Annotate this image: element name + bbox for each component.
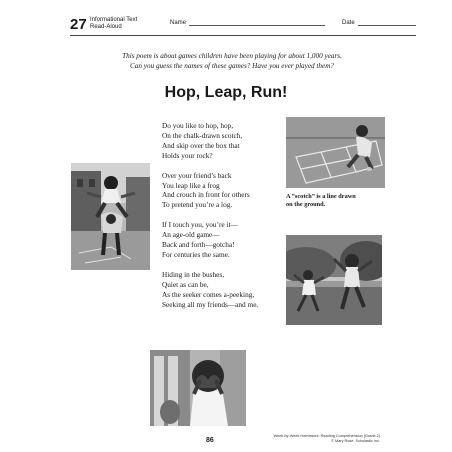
poem-line: If I touch you, you’re it— bbox=[162, 220, 238, 230]
date-field[interactable] bbox=[342, 20, 416, 26]
name-label: Name bbox=[170, 20, 187, 26]
poem-line: Do you like to hop, hop, bbox=[162, 121, 234, 130]
poem-stanza bbox=[162, 270, 284, 310]
poem-line: Back and forth—gotcha! bbox=[162, 240, 235, 250]
name-line[interactable] bbox=[189, 20, 325, 26]
header-rule bbox=[70, 35, 416, 36]
poem-line: Quiet as can be, bbox=[162, 279, 209, 289]
caption-line1: A “scotch” is a line drawn bbox=[286, 193, 356, 200]
poem-line: Hiding in the bushes, bbox=[162, 269, 225, 279]
copyright-credit bbox=[270, 434, 380, 444]
section-label bbox=[90, 17, 160, 31]
tag-photo bbox=[286, 235, 382, 325]
credit-line1: Week-by-Week Homework: Reading Comprehension (Grade 2) bbox=[273, 434, 380, 438]
poem-stanza bbox=[162, 121, 284, 161]
worksheet-header bbox=[70, 14, 416, 36]
section-label-line1: Informational Text bbox=[90, 17, 138, 23]
poem-line: On the chalk-drawn scotch, bbox=[162, 130, 243, 140]
poem-title: Hop, Leap, Run! bbox=[164, 84, 288, 101]
poem-stanza bbox=[162, 171, 284, 211]
caption-line2: on the ground. bbox=[286, 201, 326, 208]
poem-line: An age-old game— bbox=[162, 230, 220, 240]
poem-line: Seeking all my friends—and me. bbox=[162, 299, 259, 309]
poem-line: And skip over the box that bbox=[162, 140, 240, 150]
date-label: Date bbox=[342, 20, 355, 26]
poem-line: Over your friend’s back bbox=[162, 170, 232, 180]
poem-line: For centuries the same. bbox=[162, 249, 230, 259]
section-label-line2: Read-Aloud bbox=[90, 24, 122, 30]
leapfrog-photo bbox=[71, 163, 150, 270]
intro-line1: This poem is about games children have been playing for about 1,000 years. bbox=[122, 52, 342, 60]
date-line[interactable] bbox=[358, 20, 416, 26]
poem-line: Holds your rock? bbox=[162, 150, 213, 160]
poem-line: To pretend you’re a log. bbox=[162, 200, 233, 210]
intro-line2: Can you guess the names of these games? Have you ever played them? bbox=[130, 62, 334, 70]
page-number: 86 bbox=[206, 437, 214, 444]
lesson-number: 27 bbox=[70, 16, 87, 33]
intro-text bbox=[82, 51, 382, 71]
poem-body bbox=[162, 121, 284, 320]
name-field[interactable] bbox=[170, 20, 325, 26]
poem-line: You leap like a frog bbox=[162, 180, 220, 190]
hopscotch-caption bbox=[286, 193, 386, 209]
poem-line: And crouch in front for others bbox=[162, 190, 250, 200]
poem-stanza bbox=[162, 220, 284, 260]
credit-line2: © Mary Rose, Scholastic Inc. bbox=[331, 438, 380, 443]
hopscotch-photo bbox=[286, 117, 385, 188]
poem-line: As the seeker comes a-peeking, bbox=[162, 289, 255, 299]
hide-and-seek-photo bbox=[150, 350, 246, 426]
